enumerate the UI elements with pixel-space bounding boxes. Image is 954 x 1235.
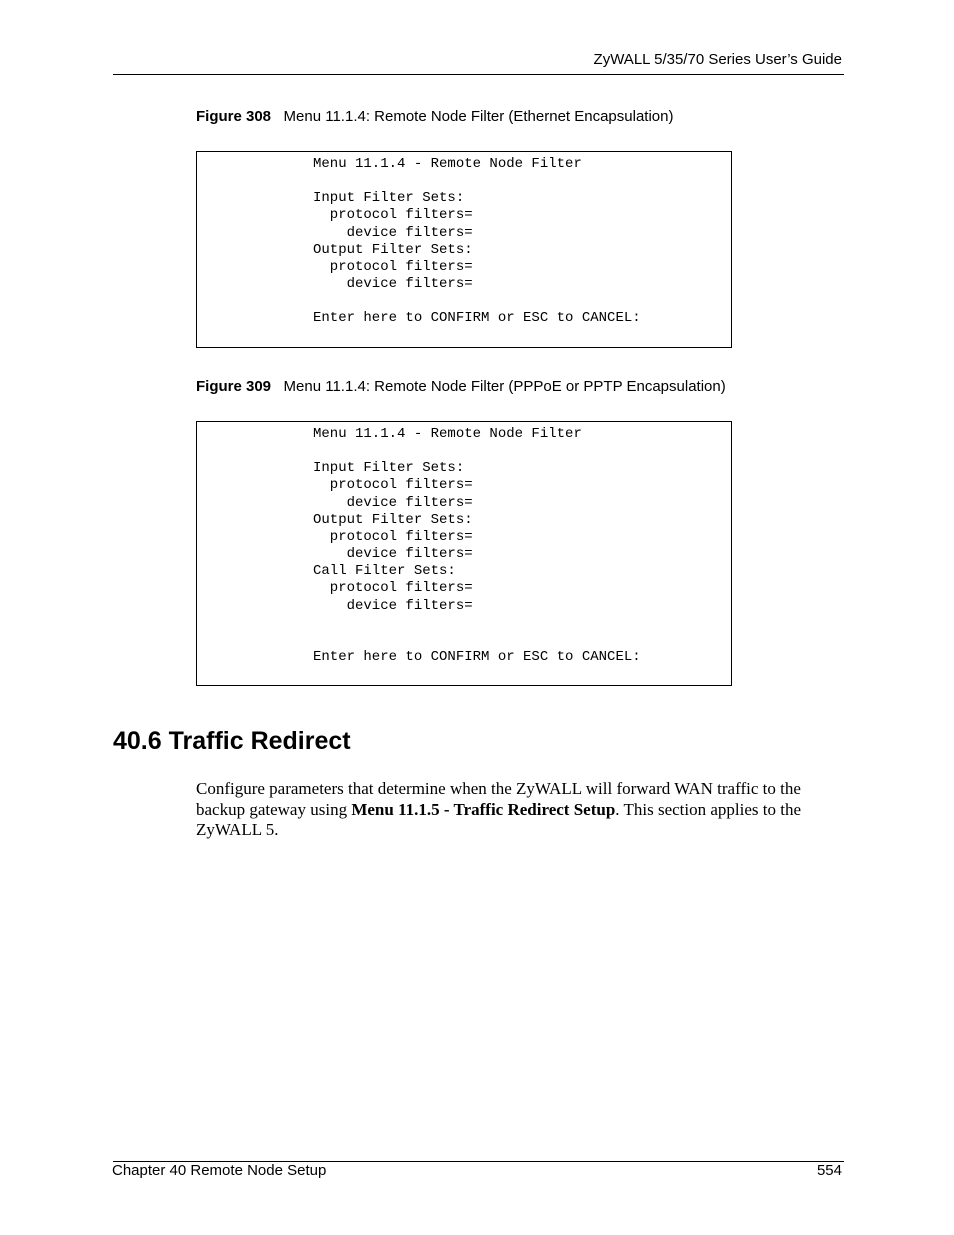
figure-309-screen — [196, 421, 732, 686]
running-header-title: ZyWALL 5/35/70 Series User’s Guide — [593, 51, 842, 68]
footer-chapter: Chapter 40 Remote Node Setup — [112, 1162, 327, 1179]
section-paragraph — [196, 779, 816, 841]
figure-308-screen — [196, 151, 732, 348]
figure-308-caption — [196, 108, 673, 125]
paragraph-text: Configure parameters that determine when the ZyWALL will forward WAN traffic to the backup gateway using — [196, 779, 801, 819]
footer-page-number: 554 — [816, 1162, 842, 1179]
menu-reference: Menu 11.1.5 - Traffic Redirect Setup — [351, 799, 616, 819]
figure-number: Figure 308 — [196, 108, 272, 125]
terminal-menu-text: Menu 11.1.4 - Remote Node Filter Input Filter Sets: protocol filters= device filters= Output Filter Sets: protocol filters= device filters= Call Filter Sets: protocol filters= device filters= Enter here to CONFIRM or ESC to CANCEL: — [313, 426, 641, 666]
terminal-menu-text: Menu 11.1.4 - Remote Node Filter Input Filter Sets: protocol filters= device filters= Output Filter Sets: protocol filters= device filters= Enter here to CONFIRM or ESC to CANCEL: — [313, 156, 641, 327]
figure-title: Menu 11.1.4: Remote Node Filter (Ethernet Encapsulation) — [283, 108, 674, 125]
figure-309-caption — [196, 378, 726, 395]
section-heading: 40.6 Traffic Redirect — [113, 727, 351, 755]
figure-title: Menu 11.1.4: Remote Node Filter (PPPoE or PPTP Encapsulation) — [283, 378, 726, 395]
paragraph-text: . This section applies to the ZyWALL 5. — [196, 799, 801, 839]
header-rule — [113, 74, 844, 75]
figure-number: Figure 309 — [196, 378, 272, 395]
